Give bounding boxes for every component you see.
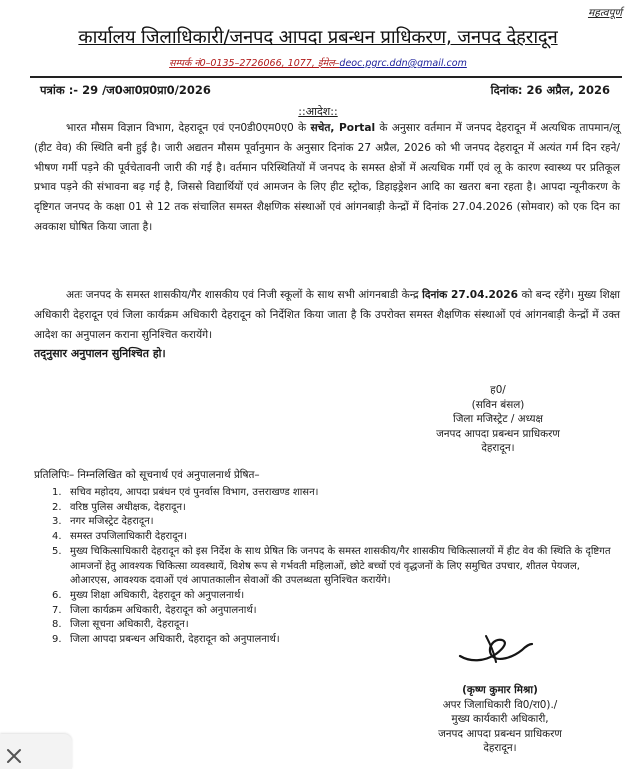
copy-item-number: 8. xyxy=(52,619,62,631)
copy-list-item xyxy=(52,545,620,589)
sig2-designation-3: जनपद आपदा प्रबन्धन प्राधिकरण xyxy=(438,727,562,740)
copy-item-text: मुख्य शिक्षा अधिकारी, देहरादून को अनुपालनार्थ। xyxy=(70,589,245,601)
copy-item-number: 6. xyxy=(52,589,62,601)
copy-list-item xyxy=(52,501,620,516)
sig-designation-2: जनपद आपदा प्रबन्धन प्राधिकरण xyxy=(436,427,560,440)
copy-item-number: 2. xyxy=(52,501,62,513)
copy-item-text: सचिव महोदय, आपदा प्रबंधन एवं पुनर्वास विभाग, उत्तराखण्ड शासन। xyxy=(70,487,319,498)
sig-designation-3: देहरादून। xyxy=(481,442,515,455)
order-paragraph-3: तद्नुसार अनुपालन सुनिश्चित हो। xyxy=(34,347,166,360)
copy-list-item xyxy=(52,530,620,545)
para1-text-c: के अनुसार वर्तमान में जनपद देहरादून में अत्यधिक तापमान/लू (हीट वेव) की स्थिति बनी हुई है। जारी अद्यतन मौसम पूर्वानुमान के अनुसार दिनांक 27 अप्रैल, 2026 को भी जनपद देहरादून में अत्यंत गर्म दिन रहने/भीषण गर्मी पड़ने की पूर्वचेतावनी जारी की गई है। वर्तमान परिस्थितियों में जनपद के समस्त क्षेत्रों में अत्यधिक गर्मी एवं लू के कारण स्वास्थ्य पर प्रतिकूल प्रभाव पड़ने की संभावना बढ़ गई है, जिससे विद्यार्थियों एवं आमजन के लिए हीट स्ट्रोक, डिहाइड्रेशन आदि का खतरा बना रहता है। आपदा न्यूनीकरण के दृष्टिगत जनपद के कक्षा 01 से 12 तक संचालित समस्त शैक्षणिक संस्थाओं एवं आंगनबाड़ी केन्द्रों में दिनांक xyxy=(34,122,620,214)
sig2-designation-1: अपर जिलाधिकारी वि0/रा0)./ xyxy=(442,698,558,711)
copy-item-number: 5. xyxy=(52,545,62,557)
important-label: महत्वपूर्ण xyxy=(587,7,622,19)
sig2-name: (कृष्ण कुमार मिश्रा) xyxy=(462,684,538,696)
handwritten-signature xyxy=(456,632,536,670)
copy-item-text: नगर मजिस्ट्रेट देहरादून। xyxy=(70,516,154,528)
para2-text-a: अतः जनपद के समस्त शासकीय/गैर शासकीय एवं निजी स्कूलों के साथ सभी आंगनबाडी केन्द्र xyxy=(66,289,423,301)
letter-number: पत्रांक :- 29 /ज0आ0प्र0प्रा0/2026 xyxy=(40,83,211,97)
copy-item-number: 7. xyxy=(52,604,62,616)
close-icon[interactable] xyxy=(6,748,22,764)
contact-line xyxy=(0,56,636,69)
contact-label: सम्पर्क नं0–0135–2726066, 1077, ईमेल– xyxy=(169,58,340,69)
copy-list-item xyxy=(52,515,620,530)
copy-item-number: 4. xyxy=(52,531,62,543)
copy-item-text: वरिष्ठ पुलिस अधीक्षक, देहरादून। xyxy=(70,501,186,513)
copy-list xyxy=(52,486,620,648)
para2-date-bold: दिनांक 27.04.2026 xyxy=(422,289,519,301)
reference-row xyxy=(40,83,610,98)
sig-name: (सविन बंसल) xyxy=(471,398,525,411)
copy-item-text: जिला सूचना अधिकारी, देहरादून। xyxy=(70,619,189,631)
para1-date: 27.04.2026 xyxy=(452,201,513,214)
para1-text-a: भारत मौसम विज्ञान विभाग, देहरादून एवं एन0डी0एम0ए0 के xyxy=(66,122,311,134)
copy-item-number: 1. xyxy=(52,487,62,498)
order-paragraph-1 xyxy=(34,119,620,238)
overlay-close-panel[interactable] xyxy=(0,734,72,769)
copy-item-number: 3. xyxy=(52,516,62,528)
sig2-designation-2: मुख्य कार्यकारी अधिकारी, xyxy=(451,713,549,726)
letter-date: दिनांक: 26 अप्रैल, 2026 xyxy=(490,83,610,97)
copy-list-item xyxy=(52,604,620,619)
contact-email: deoc.pgrc.ddn@gmail.com xyxy=(339,58,467,69)
copy-item-text: जिला आपदा प्रबन्धन अधिकारी, देहरादून को अनुपालनार्थ। xyxy=(70,634,280,646)
para2-text-c: को बन्द रहेंगे। मुख्य शिक्षा अधिकारी देहरादून एवं जिला कार्यक्रम अधिकारी देहरादून को निर्देशित किया जाता है कि उपरोक्त समस्त शैक्षणिक संस्थाओं एवं आंगनबाड़ी केन्द्रों में उक्त आदेश का अनुपालन कराना सुनिश्चित करायेंगे। xyxy=(34,289,620,341)
order-paragraph-2 xyxy=(34,286,620,345)
sig-designation-1: जिला मजिस्ट्रेट / अध्यक्ष xyxy=(453,413,543,426)
sig-initial: ह0/ xyxy=(490,384,506,396)
copy-item-text: समस्त उपजिलाधिकारी देहरादून। xyxy=(70,531,187,543)
signature-block-adm xyxy=(400,683,600,756)
copy-heading: प्रतिलिपिः– निम्नलिखित को सूचनार्थ एवं अनुपालनार्थ प्रेषित– xyxy=(34,469,260,481)
header-divider xyxy=(30,76,622,78)
para1-text-d: (सोमवार) को एक दिन का अवकाश घोषित किया जाता है। xyxy=(34,201,620,233)
order-heading: ::आदेश:: xyxy=(298,105,338,118)
copy-item-text: जिला कार्यक्रम अधिकारी, देहरादून को अनुपालनार्थ। xyxy=(70,604,257,616)
para1-text-bold: सचेत, Portal xyxy=(310,122,376,134)
sig2-designation-4: देहरादून। xyxy=(483,742,517,755)
copy-item-number: 9. xyxy=(52,634,62,646)
copy-list-item xyxy=(52,618,620,633)
copy-item-text: मुख्य चिकित्साधिकारी देहरादून को इस निर्देश के साथ प्रेषित कि जनपद के समस्त शासकीय/गैर शासकीय चिकित्सालयों में हीट वेव की स्थिति के दृष्टिगत आमजनों हेतु आवश्यक चिकित्सा व्यवस्थायें, विशेष रूप से गर्भवती महिलाओं, छोटे बच्चों एवं वृद्धजनों के लिए समुचित उपचार, शीतल पेयजल, ओआरएस, आवश्यक दवाओं एवं आपातकालीन सेवाओं की उपलब्धता सुनिश्चित करायेंगे। xyxy=(70,545,611,587)
signature-block-dm xyxy=(380,383,616,456)
copy-list-item xyxy=(52,589,620,604)
copy-list-item xyxy=(52,486,620,501)
office-title: कार्यालय जिलाधिकारी/जनपद आपदा प्रबन्धन प्राधिकरण, जनपद देहरादून xyxy=(78,27,558,48)
